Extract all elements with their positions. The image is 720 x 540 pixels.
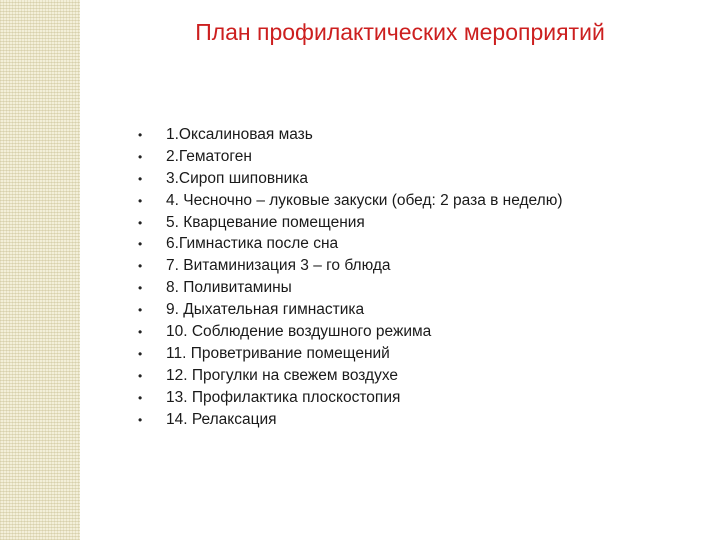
list-item-text: 3.Сироп шиповника: [166, 169, 309, 187]
bullet-icon: •: [138, 324, 143, 339]
list-item: [138, 299, 563, 321]
list-item: [138, 212, 563, 234]
list-item: [138, 387, 563, 409]
bullet-icon: •: [138, 412, 143, 427]
measures-list: [138, 124, 563, 430]
list-item-text: 2.Гематоген: [166, 147, 252, 165]
list-item-text: 13. Профилактика плоскостопия: [166, 388, 401, 406]
list-item-text: 9. Дыхательная гимнастика: [166, 301, 365, 319]
bullet-icon: •: [138, 368, 143, 383]
bullet-icon: •: [138, 193, 143, 208]
list-item: [138, 233, 563, 255]
list-item-text: 5. Кварцевание помещения: [166, 213, 365, 231]
list-item-text: 11. Проветривание помещений: [166, 344, 390, 362]
list-item-text: 8. Поливитамины: [166, 279, 292, 297]
list-item-text: 14. Релаксация: [166, 410, 277, 428]
bullet-icon: •: [138, 171, 143, 186]
bullet-icon: •: [138, 237, 143, 252]
bullet-icon: •: [138, 149, 143, 164]
list-item: [138, 365, 563, 387]
bullet-icon: •: [138, 259, 143, 274]
bullet-icon: •: [138, 303, 143, 318]
list-item: [138, 146, 563, 168]
list-item-text: 4. Чесночно – луковые закуски (обед: 2 раза в неделю): [166, 191, 563, 209]
list-item-text: 1.Оксалиновая мазь: [166, 125, 313, 143]
bullet-icon: •: [138, 215, 143, 230]
list-item-text: 10. Соблюдение воздушного режима: [166, 322, 432, 340]
bullet-icon: •: [138, 127, 143, 142]
slide-title: План профилактических мероприятий: [195, 19, 605, 45]
list-item: [138, 190, 563, 212]
list-item: [138, 343, 563, 365]
list-item: [138, 124, 563, 146]
decorative-side-stripe: [0, 0, 80, 540]
list-item: [138, 321, 563, 343]
list-item: [138, 409, 563, 431]
list-item-text: 7. Витаминизация 3 – го блюда: [166, 257, 391, 275]
bullet-icon: •: [138, 346, 143, 361]
list-item-text: 6.Гимнастика после сна: [166, 235, 339, 253]
list-item-text: 12. Прогулки на свежем воздухе: [166, 366, 399, 384]
bullet-icon: •: [138, 281, 143, 296]
bullet-icon: •: [138, 390, 143, 405]
list-item: [138, 255, 563, 277]
list-item: [138, 277, 563, 299]
list-item: [138, 168, 563, 190]
